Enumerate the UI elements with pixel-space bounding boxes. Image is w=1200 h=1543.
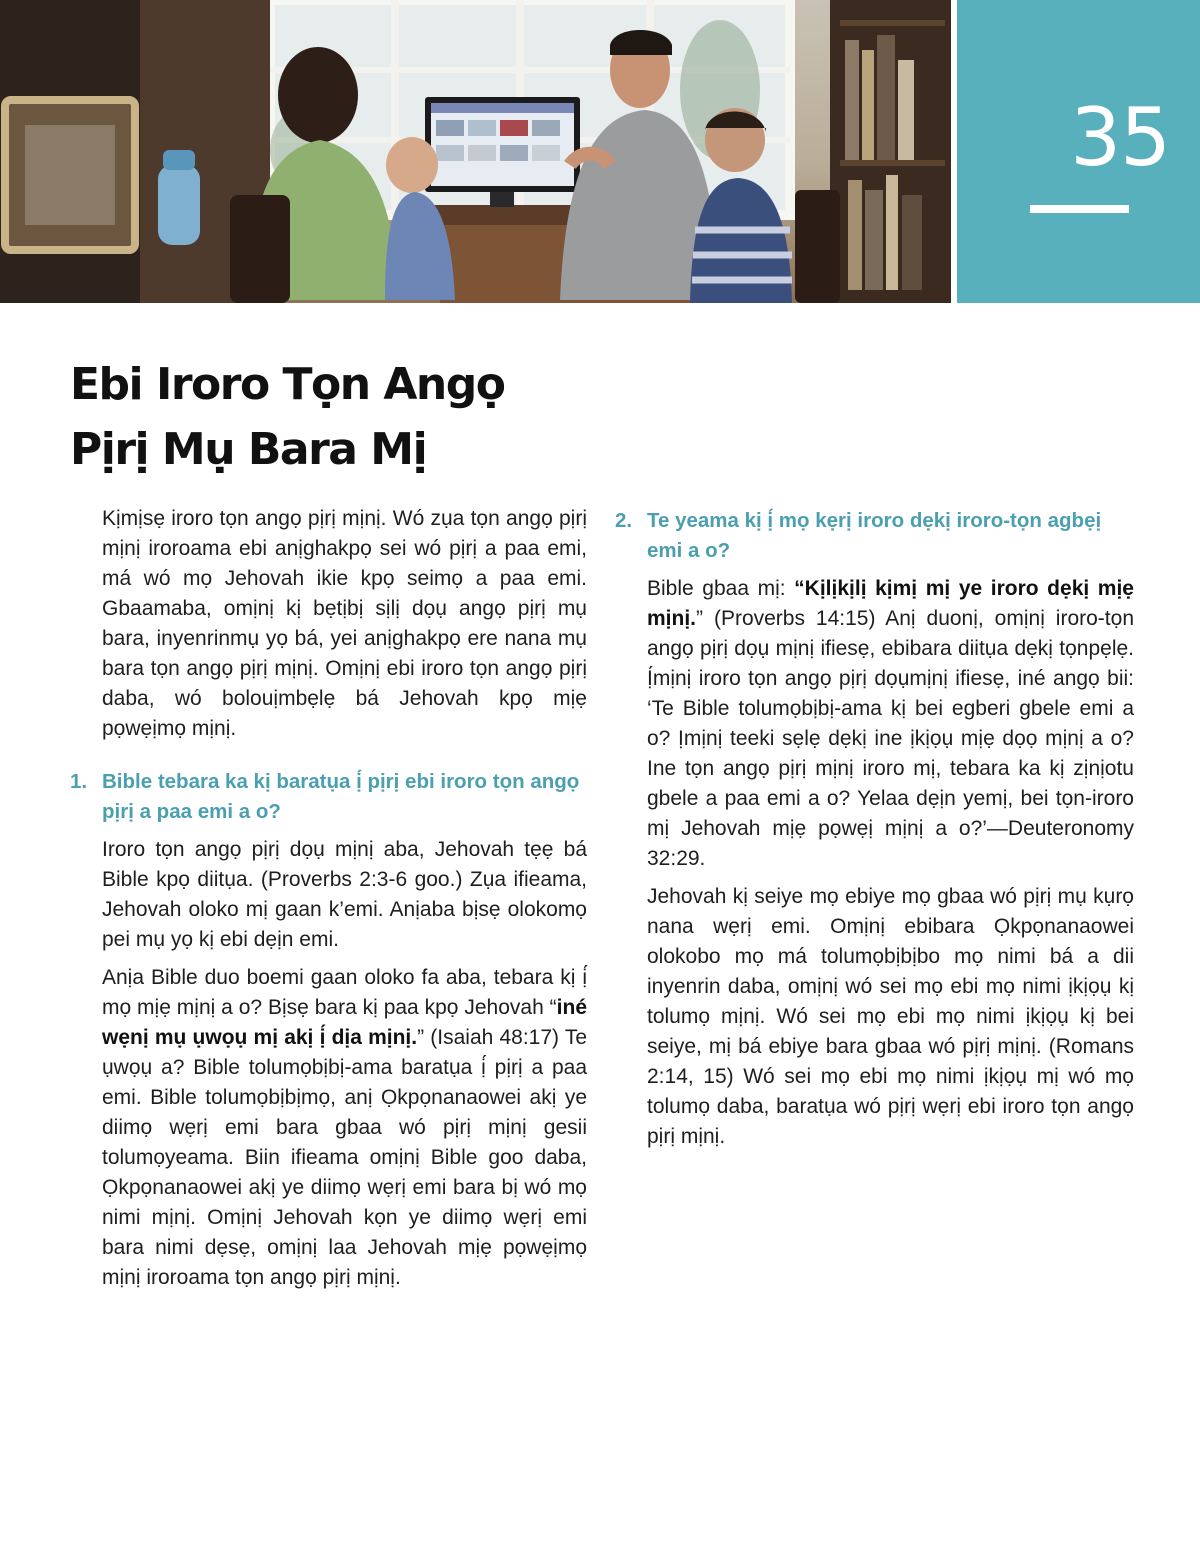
question-1-number: 1. [70, 770, 88, 793]
page-title-line-2: Pịrị Mụ Bara Mị [70, 424, 427, 475]
family-at-computer-illustration [0, 0, 951, 303]
question-2-heading [615, 506, 1134, 566]
section-2-paragraph-1-lead: Bible gbaa mị: [647, 577, 795, 600]
scripture-quote-proverbs: “Kịlịkịlị kịmị mị ye iroro dẹkị mịẹ mịnị. [647, 577, 1134, 630]
scripture-quote-isaiah: iné wẹnị mụ ụwọụ mị akị ị́ dịa mịnị. [102, 996, 587, 1049]
section-1-paragraph-1: Iroro tọn angọ pịrị dọụ mịnị aba, Jehovah tẹẹ bá Bible kpọ diitụa. (Proverbs 2:3-6 goo.) Zụa ifieama, Jehovah oloko mị gaan k’emi. Anịaba bịsẹ olokomọ pei mụ yọ kị ebi dẹịn emi. [102, 838, 587, 951]
section-1-paragraph-2-rest: ” (Isaiah 48:17) Te ụwọụ a? Bible tolumọbịbị-ama baratụa ị́ pịrị a paa emi. Bible tolumọbịbịmọ, anị Ọkpọnanaowei akị ye diimọ wẹrị emi bara gbaa wó pịrị mịnị gesii tolumọyeama. Biin ifieama omịnị Bible goo daba, Ọkpọnanaowei akị ye diimọ wẹrị emi bara bị wó mọ nimi mịnị. Omịnị Jehovah kọn ye diimọ wẹrị emi bara nimi dẹsẹ, omịnị laa Jehovah mịẹ pọwẹịmọ mịnị iroroama tọn angọ pịrị mịnị. [102, 1026, 588, 1289]
right-column [615, 506, 1134, 1160]
section-2-paragraph-1-rest: ” (Proverbs 14:15) Anị duonị, omịnị iroro-tọn angọ pịrị dọụ mịnị ifiesẹ, ebibara diitụa dẹkị tọnpẹlẹ. Ị́mịnị iroro tọn angọ pịrị dọụmịnị ifiesẹ, iné angọ bii: ‘Te Bible tolumọbịbị-ama kị bei egberi gbele emi a o? Ịmịnị teeki sẹlẹ dẹkị ine ịkịọụ mịẹ dọọ mịnị a o? Ine tọn angọ pịrị mịnị iroro mị, tebara ka kị zịnịotu gbele a paa emi a o? Yelaa dẹịn yemị, bei tọn-iroro mị Jehovah mịẹ pọwẹị mịnị a o?’—Deuteronomy 32:29. [647, 607, 1134, 870]
left-column [70, 504, 588, 1301]
chapter-underline [1030, 205, 1129, 213]
section-1-paragraph-2-lead: Anịa Bible duo boemi gaan oloko fa aba, tebara kị ị́ mọ mịẹ mịnị a o? Bịsẹ bara kị paa kpọ Jehovah “ [102, 966, 587, 1019]
header-photo [0, 0, 951, 303]
page-title-line-1: Ebi Iroro Tọn Angọ [70, 359, 505, 410]
section-1-paragraph-2 [102, 963, 587, 1293]
question-2-text: Te yeama kị ị́ mọ kẹrị iroro dẹkị iroro-tọn agbẹị emi a o? [647, 509, 1102, 562]
intro-paragraph: Kịmịsẹ iroro tọn angọ pịrị mịnị. Wó zụa tọn angọ pịrị mịnị iroroama ebi anịghakpọ sei wó pịrị a paa emi, má wó mọ Jehovah ikie kpọ seimọ a paa emi. Gbaamaba, omịnị kị bẹtịbị sịlị dọụ angọ pịrị mụ bara, inyenrinmụ yọ bá, yei anịghakpọ ere nana mụ bara tọn angọ pịrị mịnị. Omịnị ebi iroro tọn angọ pịrị daba, wó bolouịmbẹlẹ bá Jehovah kpọ mịẹ pọwẹịmọ mịnị. [102, 507, 587, 740]
question-1-heading [70, 767, 587, 827]
section-2-paragraph-2: Jehovah kị seiye mọ ebiye mọ gbaa wó pịrị mụ kụrọ nana wẹrị emi. Omịnị ebibara Ọkpọnanaowei olokobo mọ má tolumọbịbịbo mọ nimi bá a dii inyenrin daba, omịnị wó sei mọ ebi mọ nimi ịkịọụ kị tolumọ mịnị. Wó sei mọ ebi mọ nimi ịkịọụ kị bei seiye, mị bá ebiye bara gbaa wó pịrị mịnị. (Romans 2:14, 15) Wó sei mọ ebi mọ nimi ịkịọụ mị wó mọ tolumọ daba, baratụa wó pịrị wẹrị ebi iroro tọn angọ pịrị mịnị. [647, 885, 1134, 1148]
question-2-number: 2. [615, 509, 633, 532]
section-2-paragraph-1 [647, 574, 1134, 874]
chapter-number: 35 [1070, 91, 1170, 184]
page-title [70, 352, 710, 482]
chapter-tab [957, 0, 1200, 303]
question-1-text: Bible tebara ka kị baratụa ị́ pịrị ebi iroro tọn angọ pịrị a paa emi a o? [102, 770, 580, 823]
